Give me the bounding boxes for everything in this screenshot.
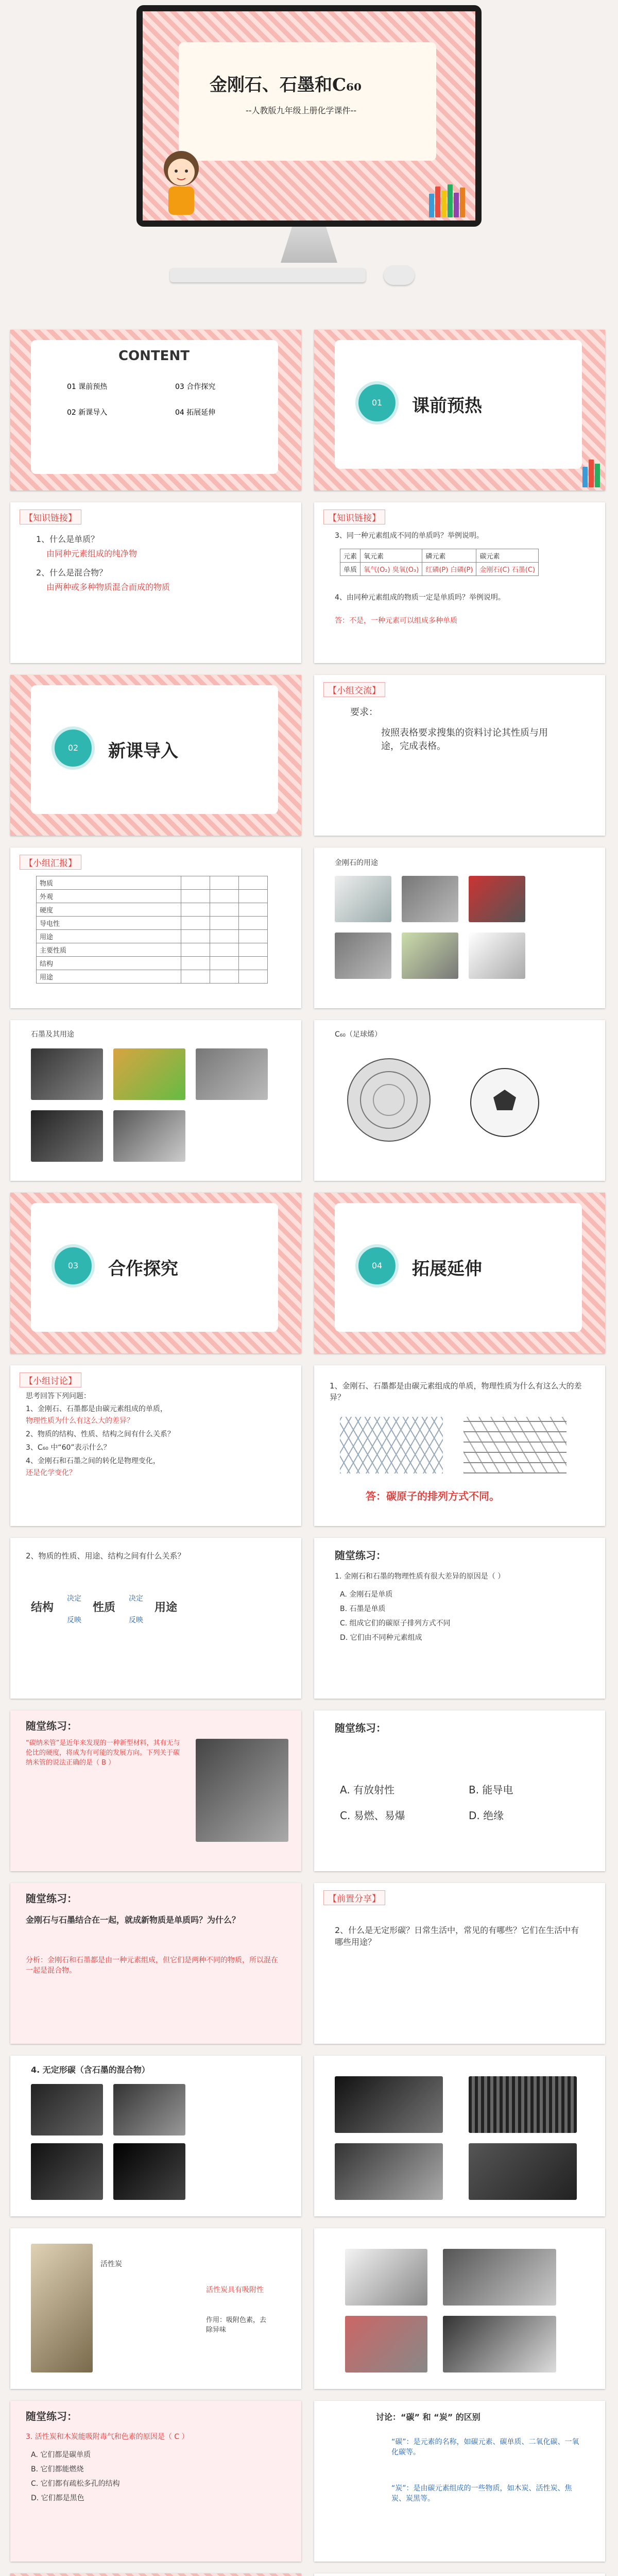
- saw-photo: [335, 933, 391, 979]
- section-title: 课前预热: [412, 396, 482, 416]
- slide-tag: 【小组讨论】: [20, 1372, 81, 1387]
- section-panel: [335, 340, 582, 469]
- elements-table: [340, 549, 539, 576]
- girl-illustration: [153, 145, 210, 217]
- pencil-photo: [113, 1048, 185, 1100]
- slide-extend-2: [10, 1538, 301, 1699]
- activated-carbon-photo: [113, 2143, 185, 2200]
- contents-panel: [31, 340, 278, 474]
- contents-item: 01 课前预热: [67, 383, 108, 391]
- answer: 由同种元素组成的纯净物: [46, 549, 138, 558]
- practice-title: 随堂练习：: [26, 1720, 77, 1732]
- structure-diagram: [464, 1417, 566, 1473]
- slide-title: 讨论：“碳” 和 “炭” 的区别: [376, 2412, 480, 2422]
- chain-use: 用途: [154, 1601, 178, 1614]
- chain-back: 反映: [67, 1616, 81, 1624]
- slide-practice-2b: [314, 1710, 605, 1871]
- section-number: 01: [355, 381, 399, 425]
- table-cell: 元素: [340, 549, 360, 563]
- chain-back: 反映: [129, 1616, 143, 1624]
- contents-item: 04 拓展延伸: [175, 409, 216, 417]
- slide-distinguish: [314, 2401, 605, 2562]
- slide-contents: [10, 330, 301, 490]
- hero-title: 金刚石、石墨和C₆₀: [210, 75, 362, 95]
- caption: 石墨及其用途: [31, 1030, 74, 1039]
- caption: C₆₀（足球烯）: [335, 1030, 382, 1039]
- practice-title: 随堂练习：: [26, 2410, 77, 2422]
- question: 1. 金刚石和石墨的物理性质有很大差异的原因是（ ）: [335, 1572, 505, 1581]
- slide-discuss: [10, 1365, 301, 1526]
- fridge-photo: [443, 2316, 556, 2372]
- option: D. 绝缘: [469, 1809, 504, 1822]
- practice-title: 随堂练习：: [26, 1892, 77, 1905]
- intro: 思考回答下列问题：: [26, 1392, 91, 1400]
- slide-knowledge-1: [10, 502, 301, 663]
- question: 4、由同种元素组成的物质一定是单质吗？举例说明。: [335, 594, 505, 602]
- slide-tag: 【知识链接】: [323, 510, 385, 524]
- table-cell: 磷元素: [422, 549, 476, 563]
- slide-section-03: [10, 1193, 301, 1353]
- hero-section: [0, 0, 618, 299]
- table-cell: 用途: [37, 970, 181, 984]
- table-cell: 导电性: [37, 917, 181, 930]
- nanotube-photo: [196, 1739, 288, 1842]
- table-cell: 结构: [37, 957, 181, 970]
- slide-exchange: [314, 675, 605, 836]
- slide-tag: 【小组汇报】: [20, 855, 81, 870]
- table-cell: 单质: [340, 563, 360, 576]
- ring-photo: [469, 933, 525, 979]
- charcoal-photo: [31, 2084, 103, 2136]
- table-cell: 用途: [37, 930, 181, 943]
- section-panel: [31, 1203, 278, 1332]
- requirement-text: 按照表格要求搜集的资料讨论其性质与用途，完成表格。: [381, 727, 548, 752]
- table-cell: 红磷(P) 白磷(P): [422, 563, 476, 576]
- lubricant-photo: [31, 1110, 103, 1162]
- question: 2、物质的结构、性质、结构之间有什么关系？: [26, 1430, 175, 1438]
- cutter-photo: [469, 876, 525, 922]
- table-cell: 氧气(O₂) 臭氧(O₃): [360, 563, 422, 576]
- glass-cutter-photo: [402, 933, 458, 979]
- slide-c60: [314, 1020, 605, 1181]
- explain: “碳”：是元素的名称，如碳元素、碳单质、二氧化碳、一氧化碳等。: [391, 2438, 579, 2457]
- contents-heading: CONTENT: [118, 348, 190, 364]
- slide-practice-1: [314, 1538, 605, 1699]
- slide-tag: 【知识链接】: [20, 510, 81, 524]
- table-cell: 物质: [37, 876, 181, 890]
- c60-ball: [469, 1066, 541, 1139]
- practice-title: 随堂练习：: [335, 1549, 386, 1562]
- question: 3. 活性炭和木炭能吸附毒气和色素的原因是（ C ）: [26, 2433, 189, 2441]
- option: C. 易燃、易爆: [340, 1809, 405, 1822]
- filter-photo: [345, 2249, 427, 2306]
- slide-tag: 【小组交流】: [323, 682, 385, 697]
- purifier-photo: [443, 2249, 556, 2306]
- slide-amorphous-photos: [314, 2056, 605, 2216]
- amorphous-photo: [469, 2076, 577, 2133]
- table-cell: 碳元素: [476, 549, 539, 563]
- slide-practice-2: [10, 1710, 301, 1871]
- slide-extend-1: [314, 1365, 605, 1526]
- contents-item: 03 合作探究: [175, 383, 216, 391]
- drill-photo: [402, 876, 458, 922]
- books-decoration: [582, 460, 600, 487]
- question: 1、金刚石、石墨都是由碳元素组成的单质，: [26, 1405, 167, 1413]
- question: 3、C₆₀ 中“60”表示什么？: [26, 1444, 111, 1452]
- option: C. 它们都有疏松多孔的结构: [31, 2480, 120, 2488]
- amorphous-photo: [335, 2076, 443, 2133]
- question: 金刚石与石墨结合在一起，就成新物质是单质吗？为什么？: [26, 1915, 241, 1925]
- question-highlight: 还是化学变化？: [26, 1469, 76, 1477]
- option: A. 它们都是碳单质: [31, 2451, 91, 2459]
- question: 1、什么是单质？: [36, 534, 99, 544]
- caption: 金刚石的用途: [335, 859, 378, 867]
- section-panel: [31, 685, 278, 814]
- structure-diagram: [340, 1417, 443, 1473]
- label: 活性炭: [100, 2260, 122, 2268]
- question: 1、金刚石、石墨都是由碳元素组成的单质，物理性质为什么有这么大的差异？: [330, 1381, 582, 1402]
- mouse: [384, 265, 415, 285]
- brush-photo: [113, 1110, 185, 1162]
- label: 作用：吸附色素，去除异味: [206, 2316, 267, 2334]
- option: B. 它们都能燃烧: [31, 2465, 84, 2473]
- chain-arrow: 决定: [67, 1595, 81, 1603]
- books-decoration: [429, 184, 465, 217]
- slide-graphite: [10, 1020, 301, 1181]
- slide-section-04b: [10, 2573, 301, 2576]
- slide-tag: 【前置分享】: [323, 1890, 385, 1905]
- table-cell: 外观: [37, 890, 181, 903]
- amorphous-photo: [335, 2143, 443, 2200]
- answer: 由两种或多种物质混合而成的物质: [46, 582, 170, 592]
- c60-model: [345, 1056, 433, 1144]
- slide-section-02: [10, 675, 301, 836]
- report-table: [36, 876, 268, 984]
- table-cell: 氧元素: [360, 549, 422, 563]
- electrode-photo: [196, 1048, 268, 1100]
- requirement-label: 要求：: [350, 707, 378, 718]
- answer: 答：碳原子的排列方式不同。: [366, 1490, 500, 1502]
- hero-subtitle: --人教版九年级上册化学课件--: [246, 106, 357, 115]
- gas-mask-photo: [31, 2244, 93, 2372]
- diamond-photo: [335, 876, 391, 922]
- slide-activated-photos: [314, 2228, 605, 2389]
- slide-share: [314, 1883, 605, 2044]
- slide-practice-3: [10, 1883, 301, 2044]
- amorphous-photo: [469, 2143, 577, 2200]
- option: D. 它们由不同种元素组成: [340, 1634, 422, 1642]
- keyboard: [170, 268, 366, 282]
- section-title: 新课导入: [108, 741, 178, 761]
- section-number: 03: [52, 1244, 95, 1287]
- question: 2、什么是无定形碳？日常生活中，常见的有哪些？它们在生活中有哪些用途？: [335, 1925, 579, 1947]
- option: A. 金刚石是单质: [340, 1590, 393, 1599]
- question: 2、物质的性质、用途、结构之间有什么关系？: [26, 1551, 185, 1561]
- carbon-black-photo: [31, 2143, 103, 2200]
- slide-section-04: [314, 1193, 605, 1353]
- label: 活性炭具有吸附性: [206, 2286, 264, 2294]
- chain-structure: 结构: [31, 1601, 54, 1614]
- slide-section-01: [314, 330, 605, 490]
- section-number: 04: [355, 1244, 399, 1287]
- slide-practice-4: [10, 2401, 301, 2562]
- option: B. 能导电: [469, 1784, 513, 1796]
- practice-title: 随堂练习：: [335, 1722, 386, 1734]
- graphite-photo: [31, 1048, 103, 1100]
- answer: 分析：金刚石和石墨都是由一种元素组成，但它们是两种不同的物质，所以混在一起是混合物。: [26, 1956, 278, 1975]
- question: 3、同一种元素组成不同的单质吗？举例说明。: [335, 532, 484, 540]
- mask-photo: [345, 2316, 427, 2372]
- slide-diamond-use: [314, 848, 605, 1008]
- option: A. 有放射性: [340, 1784, 395, 1796]
- contents-item: 02 新课导入: [67, 409, 108, 417]
- monitor: [136, 5, 482, 227]
- slide-amorphous: [10, 2056, 301, 2216]
- table-cell: 主要性质: [37, 943, 181, 957]
- section-number: 02: [52, 726, 95, 770]
- question: 2、什么是混合物？: [36, 568, 108, 578]
- question-highlight: 物理性质为什么有这么大的差异？: [26, 1417, 134, 1425]
- section-title: 合作探究: [108, 1259, 178, 1279]
- slide-knowledge-2: [314, 502, 605, 663]
- hero-screen: [143, 11, 475, 221]
- question: 4、金刚石和石墨之间的转化是物理变化，: [26, 1457, 160, 1465]
- section-panel: [335, 1203, 582, 1332]
- slide-groupwork: [10, 848, 301, 1008]
- section-title: 拓展延伸: [412, 1259, 482, 1279]
- slide-practice-5: [314, 2573, 605, 2576]
- chain-property: 性质: [93, 1601, 116, 1614]
- option: C. 组成它们的碳原子排列方式不同: [340, 1619, 451, 1628]
- coke-photo: [113, 2084, 185, 2136]
- table-cell: 金刚石(C) 石墨(C): [476, 563, 539, 576]
- monitor-stand: [281, 227, 337, 263]
- chain-arrow: 决定: [129, 1595, 143, 1603]
- option: B. 石墨是单质: [340, 1605, 386, 1613]
- hero-panel: [179, 42, 436, 161]
- table-cell: 硬度: [37, 903, 181, 917]
- explain: “炭”：是由碳元素组成的一些物质，如木炭、活性炭、焦炭、炭黑等。: [391, 2484, 572, 2503]
- practice-text: “碳纳米管”是近年来发现的一种新型材料，其有无与伦比的硬度，将成为有可能的发展方向。下列关于碳纳米管的说法正确的是（ B ）: [26, 1739, 180, 1767]
- slide-activated: [10, 2228, 301, 2389]
- slide-title: 4. 无定形碳（含石墨的混合物）: [31, 2065, 150, 2075]
- option: D. 它们都是黑色: [31, 2494, 84, 2502]
- answer: 答：不是，一种元素可以组成多种单质: [335, 617, 457, 625]
